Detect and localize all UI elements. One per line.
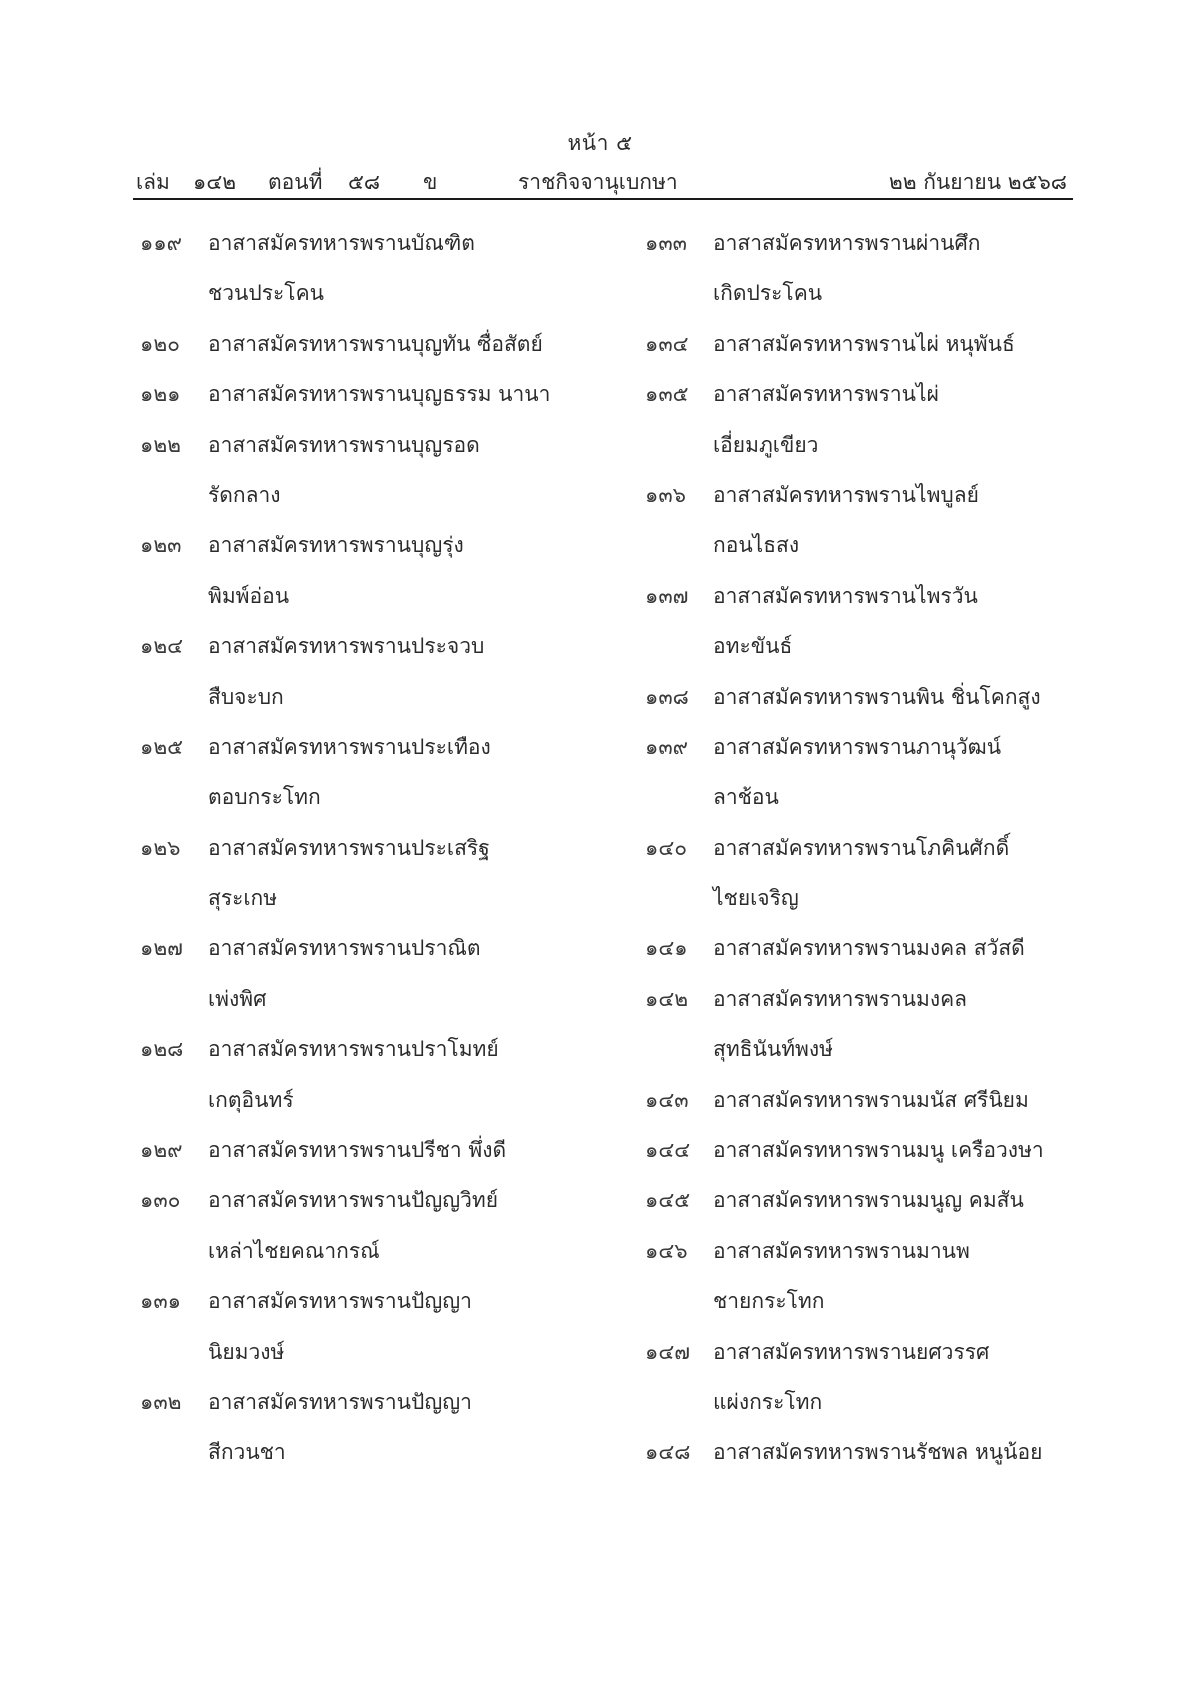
list-item [645,1437,1105,1487]
list-item-continuation [645,883,1105,933]
list-item [140,379,600,429]
item-number: ๑๓๙ [645,734,689,759]
list-item [645,379,1105,429]
list-item [645,1236,1105,1286]
item-surname: นิยมวงษ์ [208,1339,285,1364]
item-number: ๑๒๒ [140,432,182,457]
item-name: อาสาสมัครทหารพรานปัญญา [208,1389,472,1414]
list-item [645,228,1105,278]
item-surname: เอี่ยมภูเขียว [713,432,819,457]
item-name: อาสาสมัครทหารพรานมงคล สวัสดี [713,936,1025,961]
list-item-continuation [140,1437,600,1487]
list-item [140,530,600,580]
item-name: อาสาสมัครทหารพรานปรีชา พึ่งดี [208,1138,507,1163]
item-surname: ตอบกระโทก [208,785,321,810]
item-name: อาสาสมัครทหารพรานยศวรรศ [713,1339,990,1364]
item-name: อาสาสมัครทหารพรานประเทือง [208,734,491,759]
item-surname: สีกวนชา [208,1440,286,1465]
item-name: อาสาสมัครทหารพรานไผ่ หนุพันธ์ [713,331,1015,356]
list-item [645,984,1105,1034]
list-item-continuation [140,1337,600,1387]
item-surname: เกตุอินทร์ [208,1087,294,1112]
list-item-continuation [645,430,1105,480]
list-item-continuation [140,480,600,530]
list-item-continuation [645,530,1105,580]
list-item [645,933,1105,983]
item-number: ๑๓๑ [140,1289,182,1314]
gazette-header [133,160,1073,196]
list-item-continuation [140,278,600,328]
volume-number: ๑๔๒ [193,170,237,194]
list-item [140,1387,600,1437]
list-item [645,1337,1105,1387]
item-name: อาสาสมัครทหารพรานมานพ [713,1238,970,1263]
item-surname: เพ่งพิศ [208,986,267,1011]
item-name: อาสาสมัครทหารพรานบุญทัน ซื่อสัตย์ [208,331,543,356]
item-number: ๑๓๓ [645,231,688,255]
item-number: ๑๓๗ [645,583,689,608]
list-item [645,329,1105,379]
item-number: ๑๒๐ [140,331,180,356]
list-item-continuation [140,1085,600,1135]
right-column-list [645,228,1105,1488]
item-number: ๑๔๗ [645,1339,691,1364]
list-item [140,1286,600,1336]
page-number: หน้า ๕ [567,131,633,155]
list-item-continuation [645,1387,1105,1437]
item-number: ๑๒๗ [140,936,183,961]
item-surname: ชวนประโคน [208,281,324,306]
item-name: อาสาสมัครทหารพรานมงคล [713,986,968,1011]
item-surname: ไชยเจริญ [713,886,799,911]
issue-number: ๕๘ [348,170,381,194]
item-number: ๑๒๓ [140,533,182,558]
left-column-list [140,228,600,1488]
item-number: ๑๒๔ [140,634,184,659]
item-name: อาสาสมัครทหารพรานบุญรอด [208,432,480,457]
item-name: อาสาสมัครทหารพรานไผ่ [713,382,939,407]
item-number: ๑๒๖ [140,835,181,860]
item-number: ๑๓๘ [645,684,689,709]
gazette-title: ราชกิจจานุเบกษา [518,170,678,194]
list-item-continuation [140,682,600,732]
item-name: อาสาสมัครทหารพรานปัญญวิทย์ [208,1188,499,1213]
item-name: อาสาสมัครทหารพรานโภคินศักดิ์ [713,835,1010,860]
list-item [140,430,600,480]
list-item [140,833,600,883]
item-number: ๑๔๓ [645,1087,689,1112]
item-name: อาสาสมัครทหารพรานประจวบ [208,634,485,659]
list-item [140,933,600,983]
list-item-continuation [140,984,600,1034]
item-surname: สุทธินันท์พงษ์ [713,1037,833,1062]
list-item [645,682,1105,732]
list-item [645,1135,1105,1185]
list-item-continuation [140,782,600,832]
item-surname: กอนไธสง [713,533,800,558]
item-name: อาสาสมัครทหารพรานปราณิต [208,936,481,961]
item-number: ๑๓๕ [645,382,689,407]
item-number: ๑๒๕ [140,734,184,759]
item-number: ๑๔๕ [645,1188,691,1213]
item-surname: เกิดประโคน [713,281,823,306]
item-number: ๑๔๒ [645,986,689,1011]
list-item [140,1135,600,1185]
item-number: ๑๓๔ [645,331,689,356]
list-item-continuation [645,1286,1105,1336]
list-item-continuation [645,278,1105,328]
list-item-continuation [140,883,600,933]
volume-label: เล่ม [136,170,170,194]
item-name: อาสาสมัครทหารพรานบุญรุ่ง [208,533,464,558]
item-surname: ลาช้อน [713,785,779,810]
item-surname: รัดกลาง [208,482,281,507]
list-item [140,732,600,782]
item-number: ๑๒๙ [140,1138,183,1163]
item-number: ๑๔๐ [645,835,688,860]
list-item-continuation [645,631,1105,681]
item-name: อาสาสมัครทหารพรานประเสริฐ [208,835,490,860]
item-number: ๑๔๔ [645,1138,691,1163]
item-surname: สืบจะบก [208,684,284,709]
section-letter: ข [423,170,438,194]
item-number: ๑๒๘ [140,1037,184,1062]
item-name: อาสาสมัครทหารพรานมนัส ศรีนิยม [713,1087,1029,1112]
item-name: อาสาสมัครทหารพรานบุญธรรม นานา [208,382,551,407]
item-name: อาสาสมัครทหารพรานปัญญา [208,1289,472,1314]
list-item [140,631,600,681]
item-number: ๑๓๐ [140,1188,181,1213]
item-name: อาสาสมัครทหารพรานไพรวัน [713,583,978,608]
item-surname: ชายกระโทก [713,1289,825,1314]
list-item [140,329,600,379]
item-name: อาสาสมัครทหารพรานบัณฑิต [208,231,475,255]
list-item [140,228,600,278]
item-number: ๑๒๑ [140,382,181,407]
item-number: ๑๔๘ [645,1440,691,1465]
list-item [645,480,1105,530]
item-surname: อทะขันธ์ [713,634,793,659]
list-item [645,1185,1105,1235]
item-number: ๑๓๒ [140,1389,182,1414]
list-item-continuation [645,782,1105,832]
item-name: อาสาสมัครทหารพรานไพบูลย์ [713,482,979,507]
item-surname: แผ่งกระโทก [713,1389,823,1414]
list-item [645,1085,1105,1135]
item-number: ๑๔๑ [645,936,688,961]
header-divider [133,198,1073,200]
item-name: อาสาสมัครทหารพรานผ่านศึก [713,231,981,255]
item-name: อาสาสมัครทหารพรานมนู เครือวงษา [713,1138,1044,1163]
item-name: อาสาสมัครทหารพรานปราโมทย์ [208,1037,499,1062]
list-item [140,1034,600,1084]
list-item-continuation [140,581,600,631]
list-item [645,581,1105,631]
list-item-continuation [140,1236,600,1286]
item-number: ๑๔๖ [645,1238,688,1263]
item-surname: สุระเกษ [208,886,278,911]
list-item-continuation [645,1034,1105,1084]
publication-date: ๒๒ กันยายน ๒๕๖๘ [888,170,1067,194]
item-surname: พิมพ์อ่อน [208,583,290,608]
item-name: อาสาสมัครทหารพรานรัชพล หนูน้อย [713,1440,1043,1465]
item-number: ๑๑๙ [140,231,183,255]
item-name: อาสาสมัครทหารพรานพิน ชิ่นโคกสูง [713,684,1041,709]
item-number: ๑๓๖ [645,482,687,507]
item-name: อาสาสมัครทหารพรานภานุวัฒน์ [713,734,1002,759]
item-surname: เหล่าไชยคณากรณ์ [208,1238,380,1263]
list-item [645,833,1105,883]
item-name: อาสาสมัครทหารพรานมนูญ คมสัน [713,1188,1024,1213]
list-item [645,732,1105,782]
issue-label: ตอนที่ [268,170,323,194]
list-item [140,1185,600,1235]
